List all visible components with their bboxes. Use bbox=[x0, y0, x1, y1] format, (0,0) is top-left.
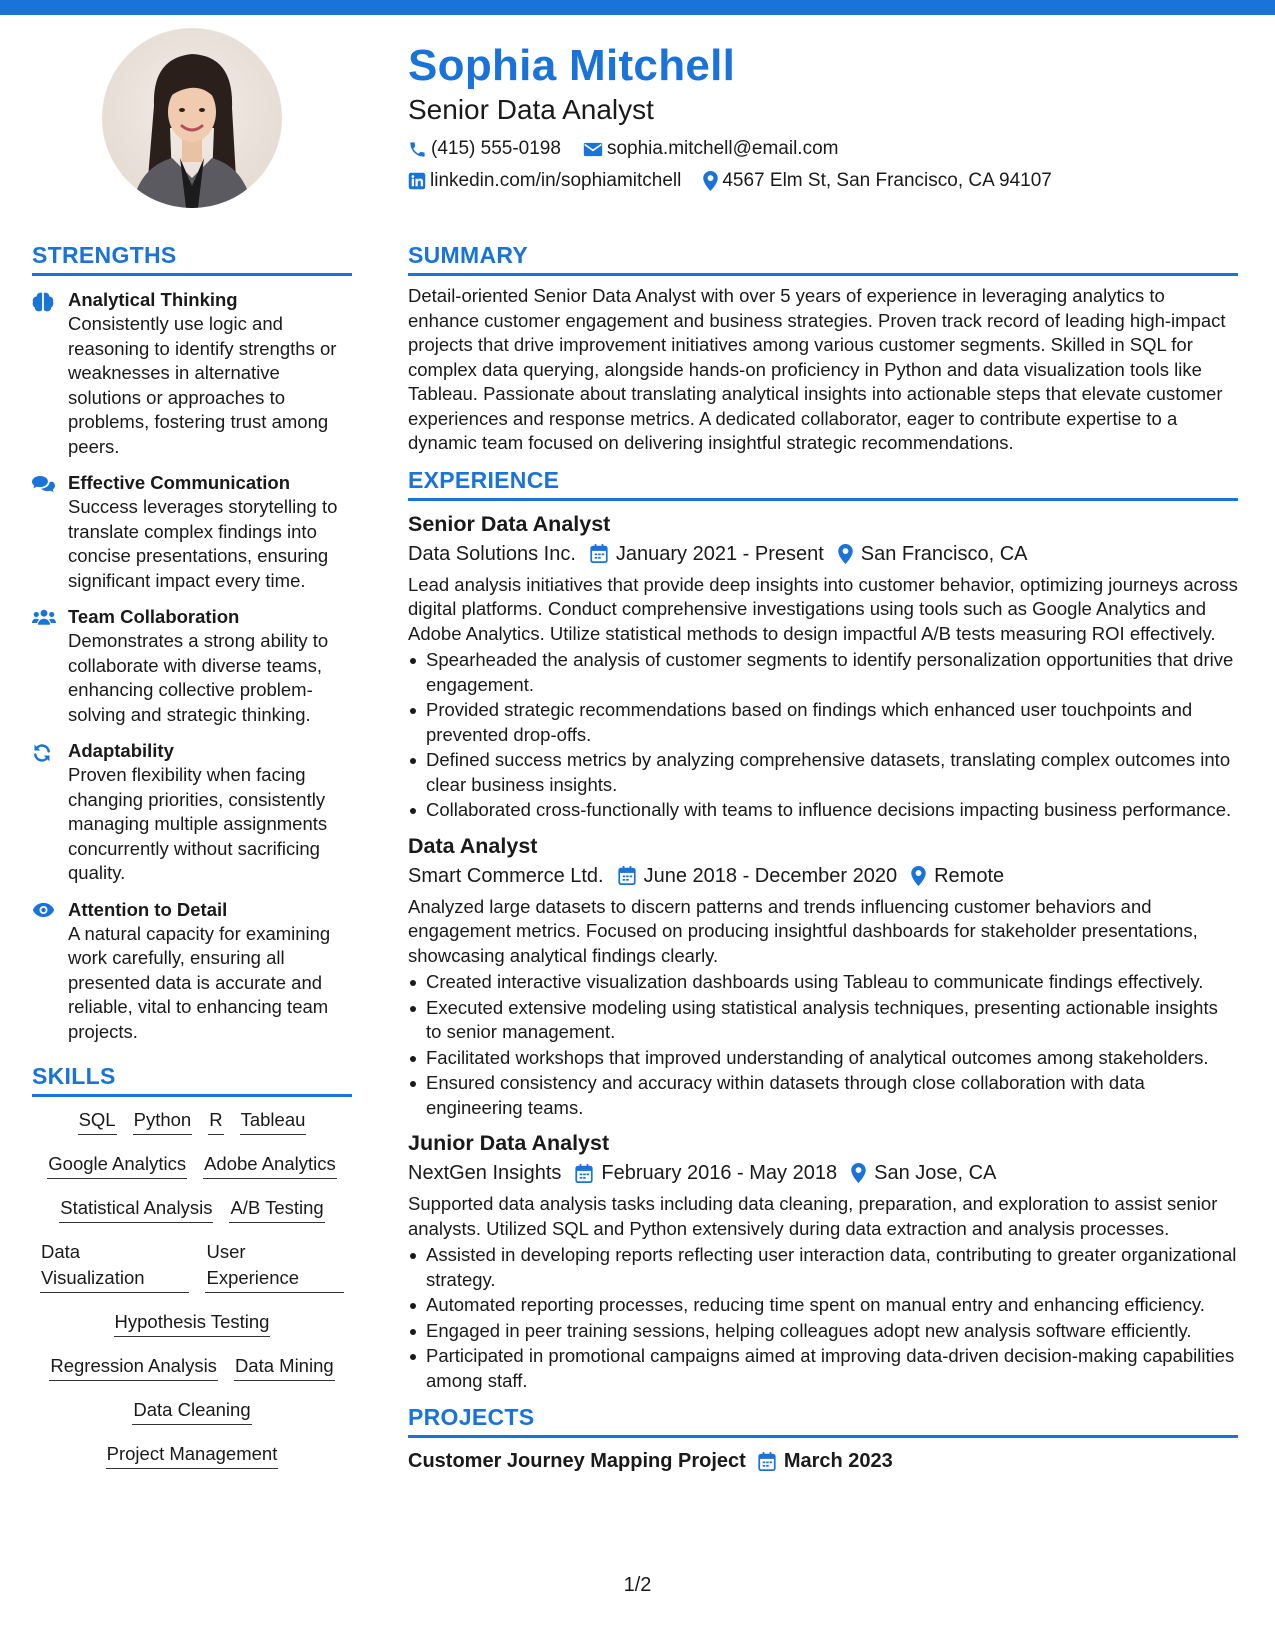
phone-text: (415) 555-0198 bbox=[431, 138, 561, 159]
job-location-wrap bbox=[838, 539, 1028, 569]
strength-title: Team Collaboration bbox=[68, 606, 240, 627]
job-meta bbox=[408, 1158, 1238, 1188]
skill-row bbox=[32, 1353, 352, 1381]
list-item: Provided strategic recommendations based on findings which enhanced user touchpoints and prevented drop-offs. bbox=[408, 698, 1238, 747]
strength-desc: A natural capacity for examining work carefully, ensuring all presented data is accurate and reliable, vital to enhancing team projects. bbox=[68, 922, 331, 1042]
resume-header bbox=[408, 40, 1238, 196]
top-accent-bar bbox=[0, 0, 1275, 15]
strength-item bbox=[32, 739, 352, 886]
profile-photo bbox=[102, 28, 282, 208]
skill-tag: Project Management bbox=[106, 1441, 279, 1469]
strength-desc: Proven flexibility when facing changing priorities, consistently managing multiple assignments concurrently without sacrificing quality. bbox=[68, 764, 328, 883]
strength-desc: Success leverages storytelling to translate complex findings into concise presentations, ensuring significant impact every time. bbox=[68, 496, 338, 591]
email-text: sophia.mitchell@email.com bbox=[606, 138, 839, 159]
contact-email[interactable] bbox=[583, 134, 839, 164]
list-item: Ensured consistency and accuracy within datasets through close collaboration with data engineering teams. bbox=[408, 1071, 1238, 1120]
skill-tag: Data Visualization bbox=[40, 1239, 189, 1293]
location-pin-icon bbox=[851, 1163, 866, 1183]
job-company: Data Solutions Inc. bbox=[408, 542, 576, 565]
list-item: Assisted in developing reports reflecting user interaction data, contributing to greater organizational strategy. bbox=[408, 1243, 1238, 1292]
linkedin-text: linkedin.com/in/sophiamitchell bbox=[430, 170, 682, 191]
skill-row bbox=[32, 1151, 352, 1179]
job-title: Data Analyst bbox=[408, 833, 538, 858]
strength-title: Adaptability bbox=[68, 740, 174, 761]
skill-tag: Statistical Analysis bbox=[59, 1195, 213, 1223]
users-icon bbox=[32, 609, 56, 625]
job-location: San Francisco, CA bbox=[860, 542, 1028, 565]
eye-icon bbox=[32, 902, 55, 918]
job-bullets bbox=[408, 1243, 1238, 1393]
left-column bbox=[32, 241, 352, 1485]
skills-list bbox=[32, 1107, 352, 1469]
project-entry bbox=[408, 1446, 1238, 1476]
strengths-heading: STRENGTHS bbox=[32, 241, 352, 276]
comments-icon bbox=[32, 475, 55, 493]
skill-row bbox=[32, 1441, 352, 1469]
job-description: Analyzed large datasets to discern patterns and trends influencing customer behaviors and engagement metrics. Focused on producing insightful dashboards for stakeholder presentations, showcasing analytical findings clearly. bbox=[408, 895, 1198, 966]
brain-icon bbox=[32, 292, 54, 312]
job-location: San Jose, CA bbox=[874, 1162, 997, 1184]
skill-tag: Adobe Analytics bbox=[203, 1151, 337, 1179]
calendar-icon bbox=[618, 866, 636, 885]
strength-title: Analytical Thinking bbox=[68, 289, 238, 310]
list-item: Participated in promotional campaigns aimed at improving data-driven decision-making capabilities among staff. bbox=[408, 1344, 1238, 1393]
list-item: Facilitated workshops that improved understanding of analytical outcomes among stakeholders. bbox=[408, 1046, 1238, 1071]
calendar-icon bbox=[575, 1164, 593, 1183]
summary-text: Detail-oriented Senior Data Analyst with over 5 years of experience in leveraging analytics to enhance customer engagement and business strategies. Proven track record of leading high-impact projects that drive improvement initiatives among various customer segments. Skilled in SQL for complex data querying, alongside hands-on proficiency in Python and data visualization tools like Tableau. Passionate about translating analytical insights into actionable steps that elevate customer experiences and response metrics. A dedicated collaborator, eager to contribute expertise to a dynamic team focused on delivering insightful strategic recommendations. bbox=[408, 285, 1226, 453]
projects-heading: PROJECTS bbox=[408, 1403, 1238, 1438]
skill-tag: SQL bbox=[78, 1107, 117, 1135]
job-entry bbox=[408, 1128, 1238, 1393]
skill-tag: A/B Testing bbox=[229, 1195, 324, 1223]
list-item: Created interactive visualization dashboards using Tableau to communicate findings effectively. bbox=[408, 970, 1238, 995]
page-number: 1/2 bbox=[623, 1574, 652, 1596]
list-item: Collaborated cross-functionally with teams to influence decisions impacting business performance. bbox=[408, 798, 1238, 823]
skill-tag: Data Mining bbox=[234, 1353, 335, 1381]
skill-tag: Tableau bbox=[240, 1107, 307, 1135]
address-text: 4567 Elm St, San Francisco, CA 94107 bbox=[722, 170, 1052, 191]
calendar-icon bbox=[590, 544, 608, 563]
job-company: NextGen Insights bbox=[408, 1162, 562, 1184]
job-title: Senior Data Analyst bbox=[408, 511, 611, 536]
job-entry bbox=[408, 831, 1238, 1121]
job-dates: February 2016 - May 2018 bbox=[601, 1162, 838, 1184]
skill-tag: Data Cleaning bbox=[132, 1397, 251, 1425]
location-pin-icon bbox=[703, 171, 718, 191]
job-dates-wrap bbox=[618, 861, 898, 891]
location-pin-icon bbox=[838, 544, 853, 564]
experience-heading: EXPERIENCE bbox=[408, 466, 1238, 501]
strength-item bbox=[32, 605, 352, 727]
skill-tag: User Experience bbox=[205, 1239, 344, 1293]
skills-heading: SKILLS bbox=[32, 1062, 352, 1097]
skill-tag: R bbox=[208, 1107, 223, 1135]
job-location-wrap bbox=[911, 861, 1004, 891]
contact-phone[interactable] bbox=[408, 134, 561, 164]
skill-tag: Hypothesis Testing bbox=[114, 1309, 271, 1337]
skill-tag: Google Analytics bbox=[47, 1151, 187, 1179]
list-item: Defined success metrics by analyzing comprehensive datasets, translating complex outcomes into clear business insights. bbox=[408, 748, 1238, 797]
job-meta bbox=[408, 539, 1238, 569]
list-item: Engaged in peer training sessions, helping colleagues adopt new analysis software efficiently. bbox=[408, 1319, 1238, 1344]
strength-desc: Demonstrates a strong ability to collaborate with diverse teams, enhancing collective problem-solving and strategic thinking. bbox=[68, 630, 329, 725]
strength-title: Effective Communication bbox=[68, 472, 291, 493]
skill-tag: Python bbox=[133, 1107, 193, 1135]
job-bullets bbox=[408, 970, 1238, 1120]
phone-icon bbox=[408, 140, 427, 159]
right-column bbox=[408, 241, 1238, 1476]
sync-icon bbox=[32, 743, 52, 763]
job-location-wrap bbox=[851, 1158, 996, 1188]
job-dates-wrap bbox=[575, 1158, 837, 1188]
contact-address bbox=[703, 166, 1052, 196]
strength-item bbox=[32, 898, 352, 1045]
project-title: Customer Journey Mapping Project bbox=[408, 1450, 746, 1472]
job-description: Supported data analysis tasks including data cleaning, preparation, and exploration to assist senior analysts. Utilized SQL and Python extensively during data extraction and analysis processes. bbox=[408, 1193, 1218, 1239]
skill-row bbox=[32, 1107, 352, 1135]
job-title: Junior Data Analyst bbox=[408, 1131, 610, 1155]
strength-title: Attention to Detail bbox=[68, 898, 228, 920]
job-entry bbox=[408, 509, 1238, 823]
strength-desc: Consistently use logic and reasoning to identify strengths or weaknesses in alternative solutions or approaches to problems, fostering trust among peers. bbox=[68, 313, 337, 457]
candidate-name: Sophia Mitchell bbox=[408, 41, 736, 90]
strength-item bbox=[32, 288, 352, 459]
skill-row bbox=[32, 1195, 352, 1223]
job-location: Remote bbox=[934, 864, 1005, 887]
location-pin-icon bbox=[911, 866, 926, 886]
project-date: March 2023 bbox=[783, 1450, 893, 1472]
contact-linkedin[interactable] bbox=[408, 166, 681, 196]
calendar-icon bbox=[758, 1452, 776, 1471]
skill-tag: Regression Analysis bbox=[49, 1353, 218, 1381]
skill-row bbox=[32, 1309, 352, 1337]
job-meta bbox=[408, 861, 1238, 891]
job-bullets bbox=[408, 648, 1238, 823]
skill-row bbox=[32, 1239, 352, 1293]
skill-row bbox=[32, 1397, 352, 1425]
job-description: Lead analysis initiatives that provide deep insights into customer behavior, optimizing journeys across digital platforms. Conduct comprehensive investigations using tools such as Google Analytics and Adobe Analytics. Utilize statistical methods to design impactful A/B tests measuring ROI effectively. bbox=[408, 573, 1238, 644]
envelope-icon bbox=[583, 141, 603, 158]
candidate-role: Senior Data Analyst bbox=[408, 94, 654, 125]
contact-row-2 bbox=[408, 166, 1238, 196]
list-item: Spearheaded the analysis of customer segments to identify personalization opportunities that drive engagement. bbox=[408, 648, 1238, 697]
contact-row-1 bbox=[408, 134, 1238, 164]
job-dates: January 2021 - Present bbox=[615, 542, 824, 565]
list-item: Executed extensive modeling using statistical analysis techniques, presenting actionable insights to senior management. bbox=[408, 996, 1238, 1045]
list-item: Automated reporting processes, reducing time spent on manual entry and enhancing efficiency. bbox=[408, 1293, 1238, 1318]
strength-item bbox=[32, 471, 352, 593]
job-company: Smart Commerce Ltd. bbox=[408, 864, 604, 887]
job-dates: June 2018 - December 2020 bbox=[643, 864, 898, 887]
summary-heading: SUMMARY bbox=[408, 241, 1238, 276]
linkedin-icon bbox=[408, 172, 426, 190]
job-dates-wrap bbox=[590, 539, 824, 569]
